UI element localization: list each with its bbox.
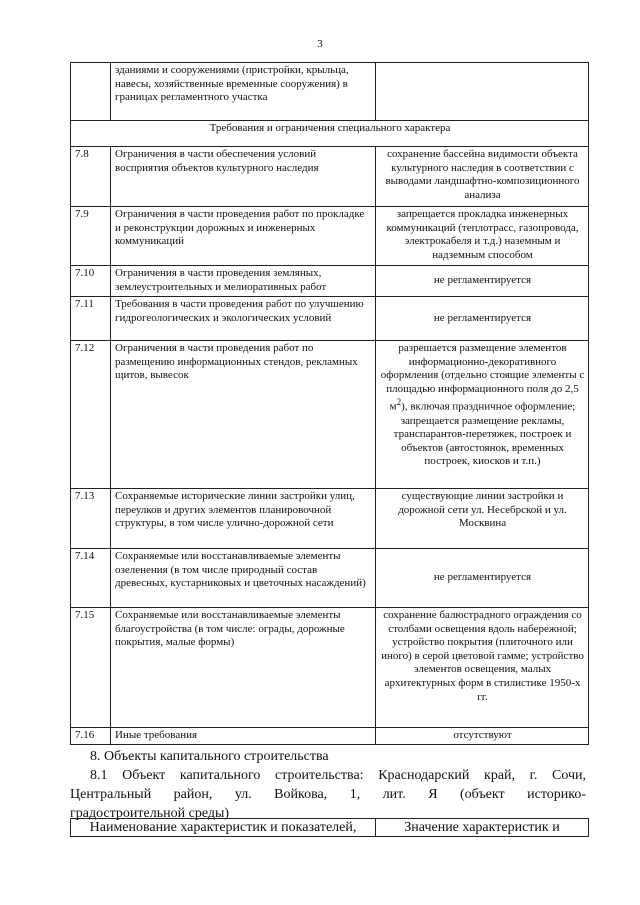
row-name-cell: Ограничения в части проведения земляных, землеустроительных и мелиоративных работ bbox=[111, 266, 376, 297]
row-name-cell: Сохраняемые или восстанавливаемые элементы благоустройства (в том числе: ограды, дорожные покрытия, малые формы) bbox=[111, 608, 376, 728]
row-name-cell: Ограничения в части проведения работ по размещению информационных стендов, рекламных щитов, вывесок bbox=[111, 341, 376, 489]
table-row bbox=[71, 549, 589, 608]
paragraph-line: 8.1 Объект капитального строительства: Краснодарский край, г. Сочи, bbox=[90, 768, 586, 783]
row-number-cell: 7.15 bbox=[71, 608, 111, 728]
row-number-cell bbox=[71, 63, 111, 121]
row-name-cell: Требования в части проведения работ по улучшению гидрогеологических и экологических условий bbox=[111, 297, 376, 341]
section-8-heading: 8. Объекты капитального строительства bbox=[90, 749, 329, 764]
row-number-cell: 7.11 bbox=[71, 297, 111, 341]
row-number-cell: 7.10 bbox=[71, 266, 111, 297]
row-value-cell bbox=[376, 341, 589, 489]
section-8-1-paragraph bbox=[70, 766, 586, 823]
table-row bbox=[71, 608, 589, 728]
row-value-cell: не регламентируется bbox=[376, 297, 589, 341]
row-name-cell: Ограничения в части обеспечения условий восприятия объектов культурного наследия bbox=[111, 147, 376, 207]
row-value-cell: не регламентируется bbox=[376, 549, 589, 608]
value-text: ), включая праздничное оформление; запрещается размещение рекламы, транспарантов-перетяжек, построек и объектов (автостоянок, временных построек, киосков и т.п.) bbox=[393, 401, 576, 468]
table-header-row bbox=[71, 819, 589, 837]
column-header: Наименование характеристик и показателей, bbox=[71, 819, 376, 837]
page-number: 3 bbox=[317, 38, 323, 50]
regulation-table bbox=[70, 62, 589, 745]
row-name-cell: Иные требования bbox=[111, 728, 376, 745]
table-row bbox=[71, 728, 589, 745]
row-value-cell: сохранение балюстрадного ограждения со столбами освещения вдоль набережной; устройство покрытия (плиточного или иного) в серой цветовой гамме; устройство элементов освещения, малых архитектурных форм в стилистике 1950-х гг. bbox=[376, 608, 589, 728]
row-value-cell: не регламентируется bbox=[376, 266, 589, 297]
table-row bbox=[71, 207, 589, 266]
superscript: 2 bbox=[396, 397, 402, 408]
row-value-cell: запрещается прокладка инженерных коммуникаций (теплотрасс, газопровода, электрокабеля и т.д.) наземным и надземным способом bbox=[376, 207, 589, 266]
row-value-cell: существующие линии застройки и дорожной сети ул. Несебрской и ул. Москвина bbox=[376, 489, 589, 549]
table-row bbox=[71, 341, 589, 489]
row-value-cell bbox=[376, 63, 589, 121]
table-row bbox=[71, 489, 589, 549]
row-value-cell: сохранение бассейна видимости объекта культурного наследия в соответствии с выводами ландшафтно-композиционного анализа bbox=[376, 147, 589, 207]
row-number-cell: 7.9 bbox=[71, 207, 111, 266]
table-row bbox=[71, 63, 589, 121]
row-number-cell: 7.16 bbox=[71, 728, 111, 745]
paragraph-line: градостроительной среды) bbox=[70, 806, 230, 821]
row-number-cell: 7.13 bbox=[71, 489, 111, 549]
row-number-cell: 7.14 bbox=[71, 549, 111, 608]
section-header: Требования и ограничения специального характера bbox=[71, 121, 589, 147]
row-number-cell: 7.12 bbox=[71, 341, 111, 489]
row-value-cell: отсутствуют bbox=[376, 728, 589, 745]
paragraph-line: Центральный район, ул. Войкова, 1, лит. Я (объект историко- bbox=[70, 787, 586, 802]
row-name-cell: зданиями и сооружениями (пристройки, крыльца, навесы, хозяйственные временные сооружения) в границах регламентного участка bbox=[111, 63, 376, 121]
row-name-cell: Сохраняемые исторические линии застройки улиц, переулков и других элементов планировочной структуры, в том числе улично-дорожной сети bbox=[111, 489, 376, 549]
column-header: Значение характеристик и bbox=[376, 819, 589, 837]
table-row bbox=[71, 147, 589, 207]
characteristics-table bbox=[70, 818, 589, 837]
row-name-cell: Ограничения в части проведения работ по прокладке и реконструкции дорожных и инженерных коммуникаций bbox=[111, 207, 376, 266]
value-text: разрешается размещение элементов информационно-декоративного оформления (отдельно стоящие элементы с площадью информационного поля до 2,5 м bbox=[380, 342, 585, 414]
section-header-row bbox=[71, 121, 589, 147]
table-row bbox=[71, 297, 589, 341]
row-number-cell: 7.8 bbox=[71, 147, 111, 207]
table-row bbox=[71, 266, 589, 297]
row-name-cell: Сохраняемые или восстанавливаемые элементы озеленения (в том числе природный состав древесных, кустарниковых и цветочных насаждений) bbox=[111, 549, 376, 608]
